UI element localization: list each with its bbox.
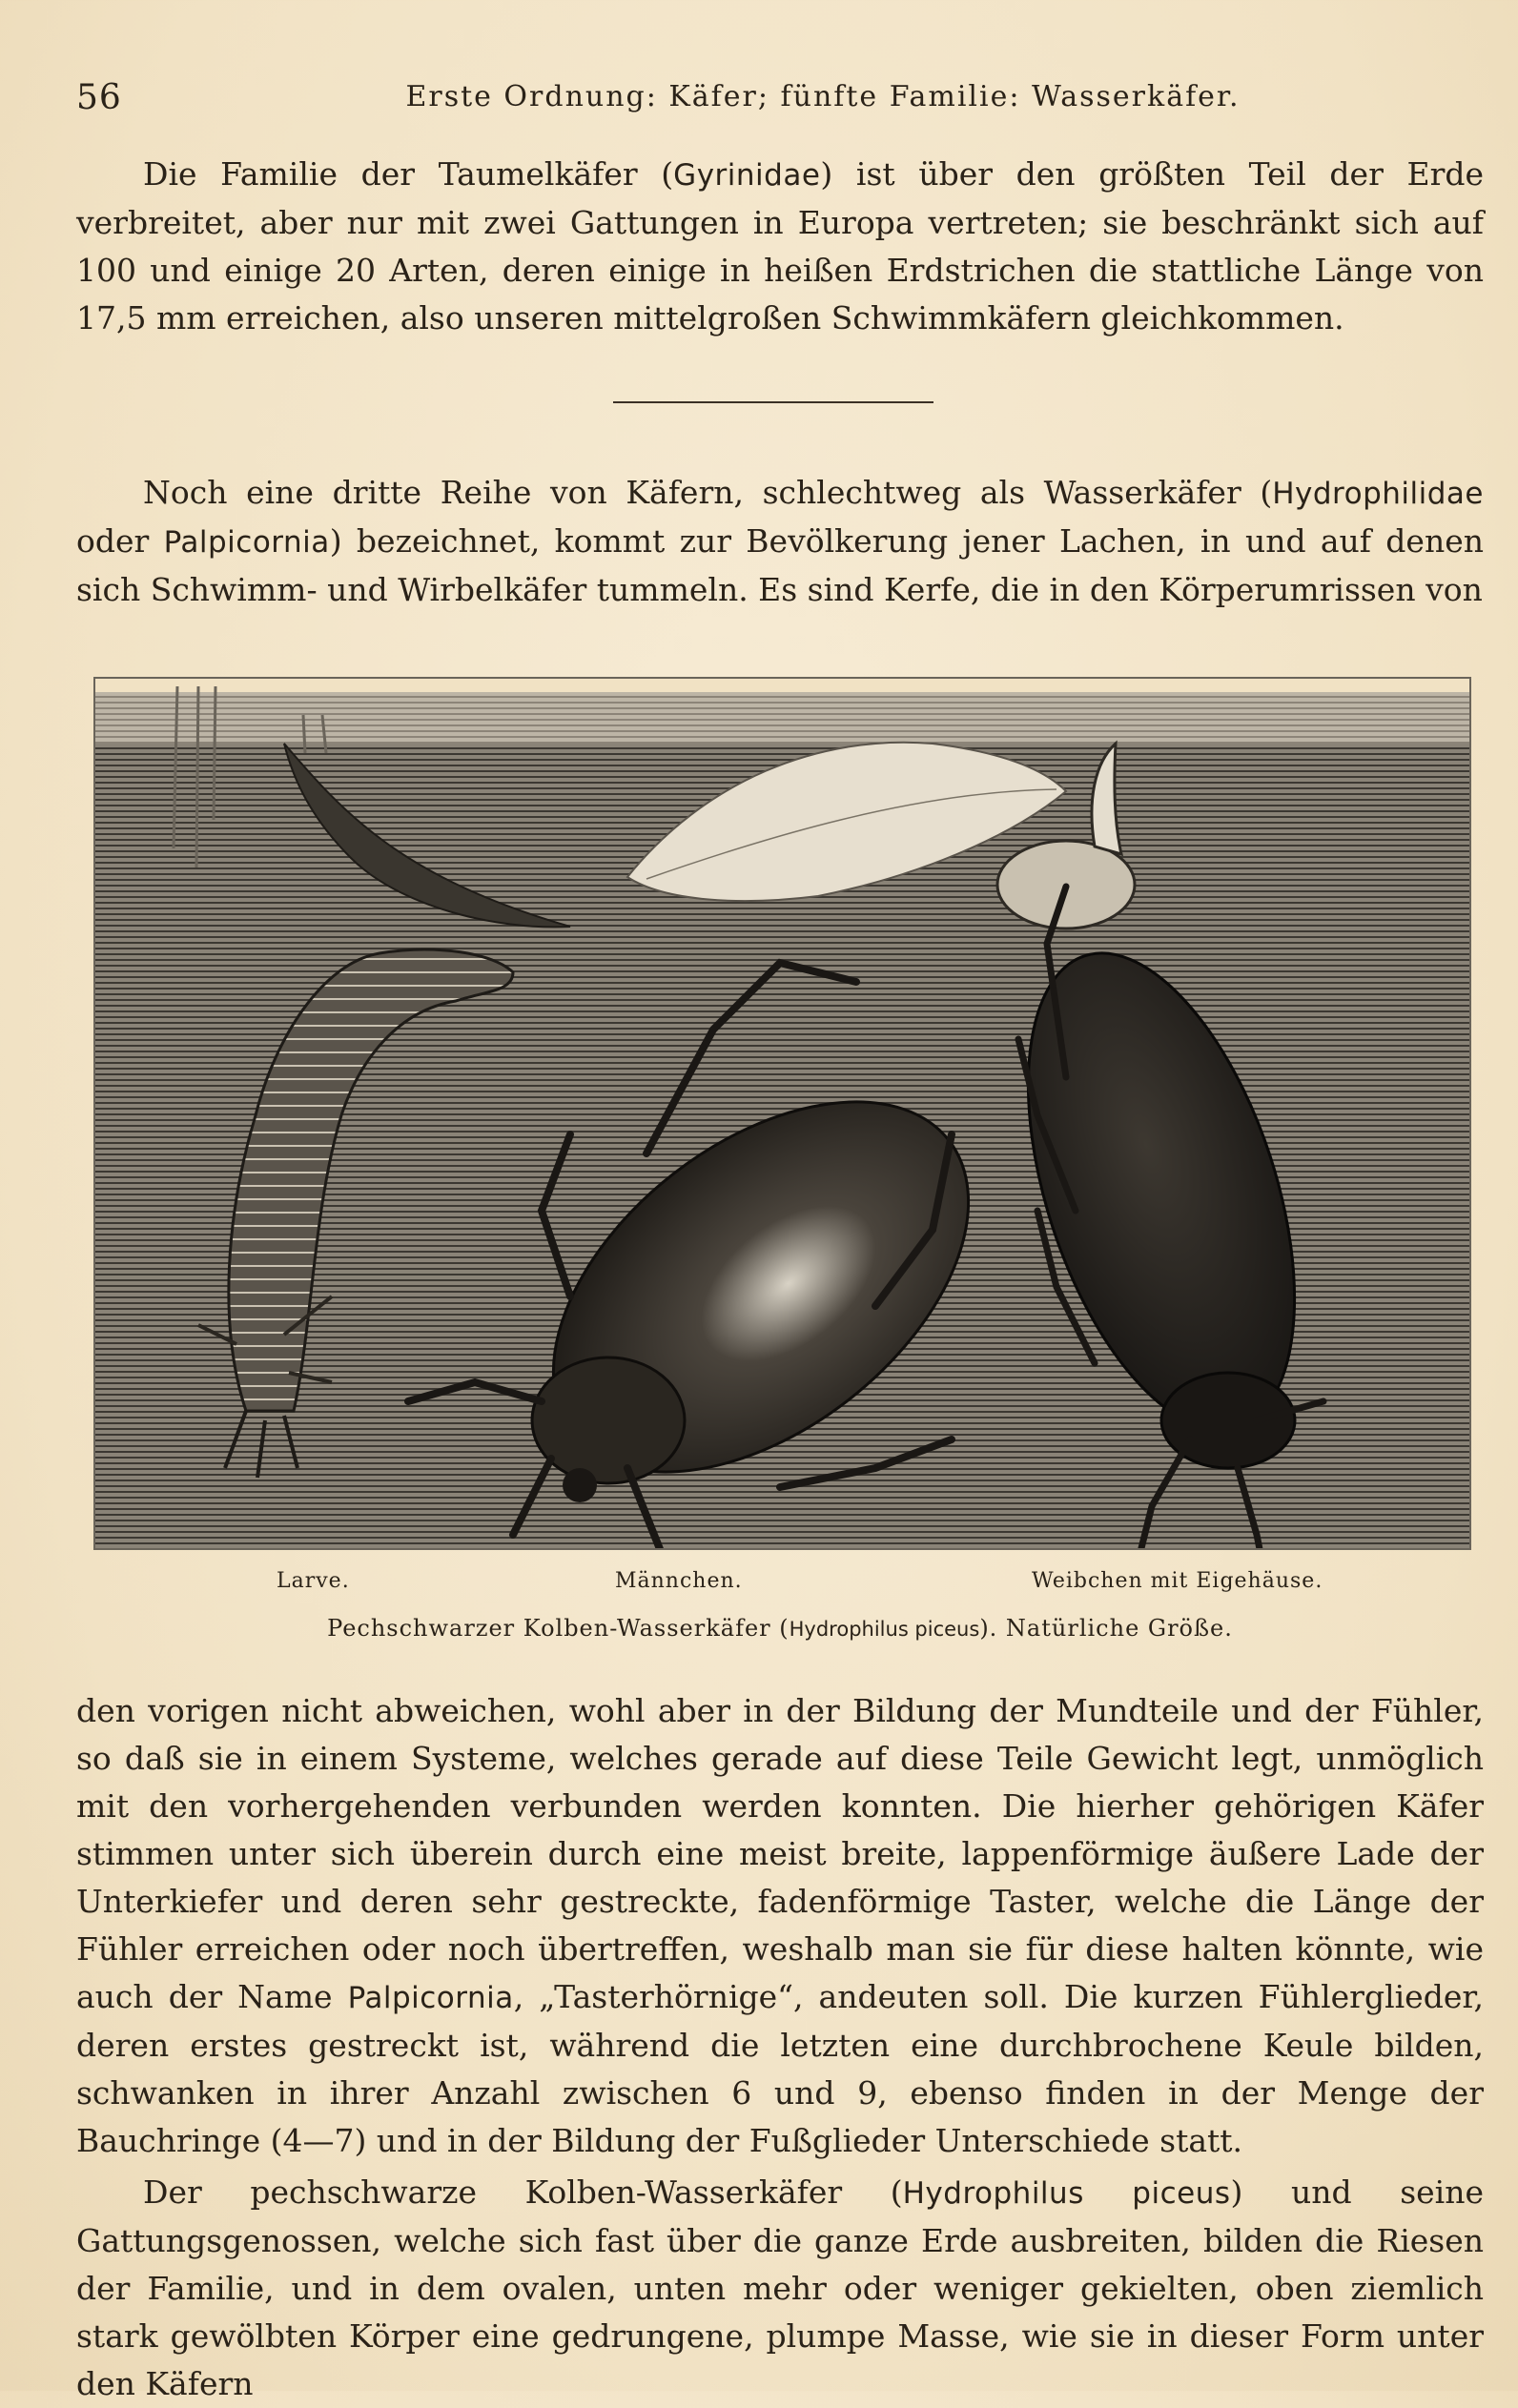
figure-labels: [76, 1569, 1484, 1607]
text-run: Der pechschwarze Kolben-Wasserkäfer (: [143, 2173, 903, 2211]
paragraph-gyrinidae: [76, 151, 1484, 342]
paragraph-hydrophilidae-intro: [76, 469, 1484, 614]
text-run: oder: [76, 522, 164, 560]
page-header: [76, 78, 1484, 126]
paragraph-text: [76, 469, 1484, 614]
paragraph-hydrophilidae-body: [76, 1687, 1484, 2408]
paragraph-hydrophilus: [76, 2169, 1484, 2408]
water-beetle-engraving: [93, 677, 1471, 1550]
text-run: Noch eine dritte Reihe von Käfern, schlechtweg als Wasserkäfer (: [143, 474, 1273, 511]
latin-term: Gyrinidae: [673, 158, 821, 193]
paragraph-text: [76, 1687, 1484, 2165]
figure-caption: [76, 1615, 1484, 1642]
text-run: , „Tasterhörnige“, andeuten soll. Die kurzen Fühlerglieder, deren erstes gestreckt ist, während die letzten eine durchbrochene Keule bilden, schwanken in ihrer Anzahl zwischen 6 und 9, ebenso finden in der Menge der Bauchringe (4—7) und in der Bildung der Fußglieder Unterschiede statt.: [76, 1978, 1484, 2159]
text-run: Die Familie der Taumelkäfer (: [143, 155, 674, 193]
latin-term: Hydrophilus piceus: [902, 2176, 1231, 2211]
paragraph-text: [76, 151, 1484, 342]
running-head: Erste Ordnung: Käfer; fünfte Familie: Wasserkäfer.: [405, 80, 1241, 113]
latin-term: Palpicornia: [163, 525, 330, 560]
label-female: Weibchen mit Eigehäuse.: [1032, 1569, 1323, 1593]
text-run: ) bezeichnet, kommt zur Bevölkerung jener Lachen, in und auf denen sich Schwimm- und Wirbelkäfer tummeln. Es sind Kerfe, die in den Körperumrissen von: [76, 522, 1484, 608]
text-run: Pechschwarzer Kolben-Wasserkäfer (: [327, 1615, 790, 1642]
latin-term: Hydrophilidae: [1272, 477, 1484, 511]
page-number: 56: [76, 78, 122, 117]
text-run: ). Natürliche Größe.: [979, 1615, 1233, 1642]
text-run: ) und seine Gattungsgenossen, welche sich fast über die ganze Erde ausbreiten, bilden die Riesen der Familie, und in dem ovalen, unten mehr oder weniger gekielten, oben ziemlich stark gewölbten Körper eine gedrungene, plumpe Masse, wie sie in dieser Form unter den Käfern: [76, 2173, 1484, 2402]
text-run: den vorigen nicht abweichen, wohl aber in der Bildung der Mundteile und der Fühler, so daß sie in einem Systeme, welches gerade auf diese Teile Gewicht legt, unmöglich mit den vorhergehenden verbunden werden konnten. Die hierher gehörigen Käfer stimmen unter sich überein durch eine meist breite, lappenförmige äußere Lade der Unterkiefer und deren sehr gestreckte, fadenförmige Taster, welche die Länge der Fühler erreichen oder noch übertreffen, weshalb man sie für diese halten könnte, wie auch der Name: [76, 1692, 1484, 2015]
latin-term: Hydrophilus piceus: [789, 1618, 980, 1641]
latin-term: Palpicornia: [347, 1981, 514, 2015]
page: [76, 0, 1484, 2402]
label-larva: Larve.: [277, 1569, 350, 1593]
section-divider: [613, 401, 933, 403]
engraving-illustration: [93, 677, 1471, 1550]
text-run: ) ist über den größten Teil der Erde verbreitet, aber nur mit zwei Gattungen in Europa vertreten; sie beschränkt sich auf 100 und einige 20 Arten, deren einige in heißen Erdstrichen die stattliche Länge von 17,5 mm erreichen, also unseren mittelgroßen Schwimmkäfern gleichkommen.: [76, 155, 1484, 337]
label-male: Männchen.: [615, 1569, 743, 1593]
